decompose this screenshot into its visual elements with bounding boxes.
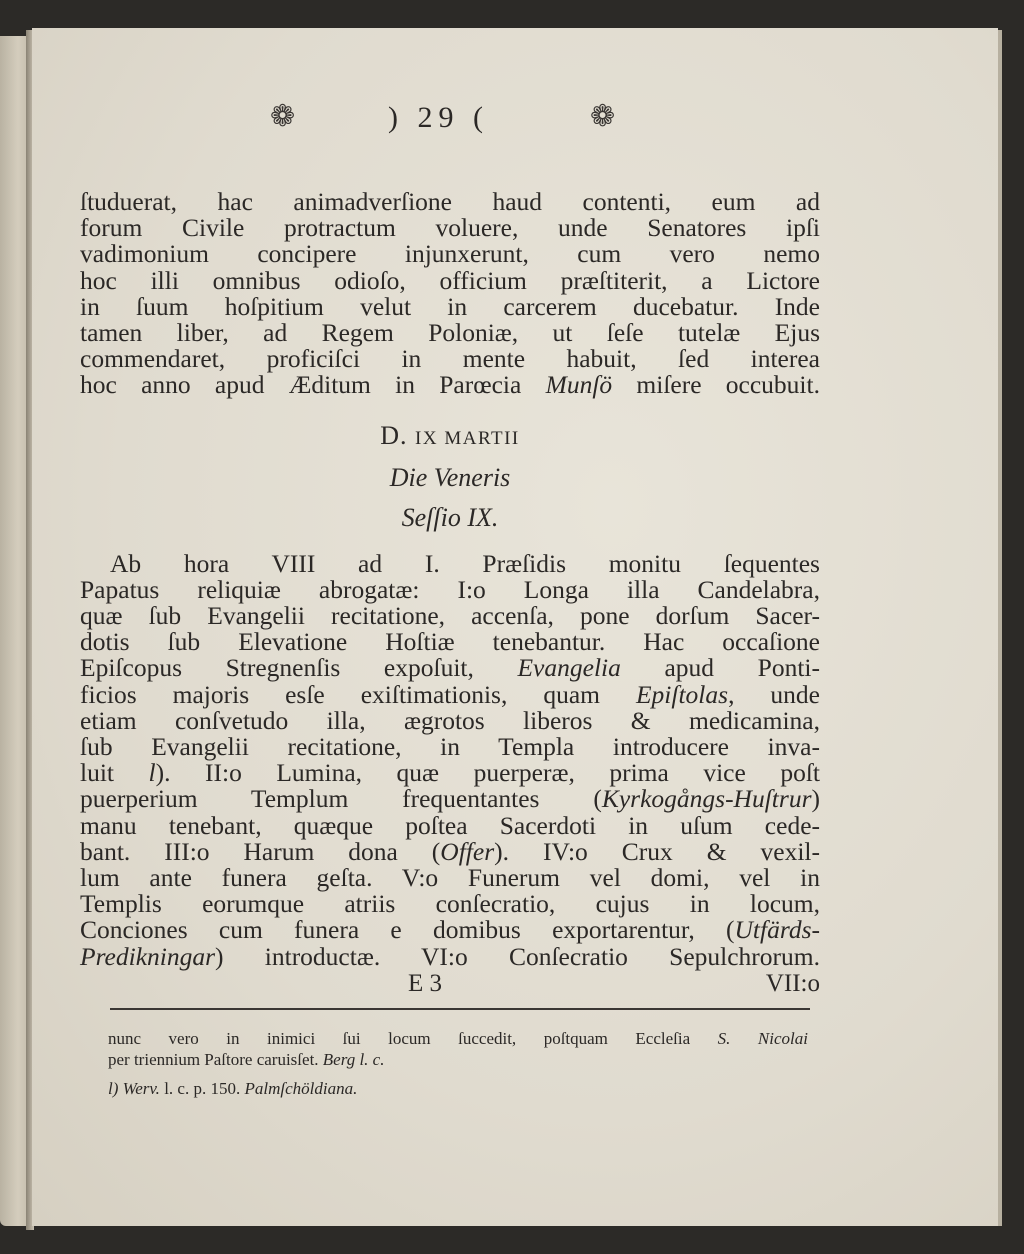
footnotes: [80, 1028, 808, 1099]
text-line: lum ante funera geſta. V:o Funerum vel domi, vel in: [80, 863, 820, 893]
text-line: hoc illi omnibus odioſo, officium præſtiterit, a Lictore: [80, 265, 820, 295]
text-line: Templis eorumque atriis conſecratio, cujus in locum,: [80, 889, 820, 919]
place-name: Munſö: [545, 370, 613, 400]
signature-mark: E 3: [408, 969, 443, 997]
text-line: ficios majoris esſe exiſtimationis, quam Epiſtolas, unde: [80, 679, 820, 709]
text-line: Epiſcopus Stregnenſis expoſuit, Evangelia apud Ponti-: [80, 653, 820, 683]
text-line: vadimonium concipere injunxerunt, cum vero nemo: [80, 239, 820, 269]
text-line: dotis ſub Elevatione Hoſtiæ tenebantur. Hac occaſione: [80, 627, 820, 657]
day-name: Die Veneris: [389, 462, 511, 492]
session-number: Seſſio IX.: [401, 502, 499, 532]
footnote-rule: [110, 1008, 810, 1010]
footnote-line: per triennium Paſtore caruisſet. Berg l. c.: [108, 1049, 385, 1069]
paragraph-2: [80, 548, 820, 971]
page-content: [80, 95, 820, 1099]
footnote-line: l) Werv. l. c. p. 150. Palmſchöldiana.: [108, 1078, 358, 1098]
paragraph-1: [80, 189, 820, 399]
text-line: tamen liber, ad Regem Poloniæ, ut ſeſe tutelæ Ejus: [80, 318, 820, 348]
text-line: forum Civile protractum voluere, unde Senatores ipſi: [80, 213, 820, 243]
text-line: bant. III:o Harum dona (Offer). IV:o Crux & vexil-: [80, 836, 820, 866]
footnote-ref: l: [148, 758, 156, 788]
flower-ornament-icon: ❁: [590, 100, 616, 133]
catchword: VII:o: [765, 969, 820, 997]
text-line: manu tenebant, quæque poſtea Sacerdoti in uſum cede-: [80, 810, 820, 840]
running-header: [60, 95, 820, 149]
page-number: ) 29 (: [388, 101, 489, 134]
flower-ornament-icon: ❁: [270, 100, 296, 133]
text-line: ſtuduerat, hac animadverſione haud contenti, eum ad: [80, 187, 820, 216]
catchline: [80, 970, 820, 998]
text-line: hoc anno apud Æditum in Parœcia Munſö miſere occubuit.: [80, 370, 820, 400]
text-line: puerperium Templum frequentantes (Kyrkogångs-Huſtrur): [80, 784, 820, 814]
text-line: ſub Evangelii recitatione, in Templa introducere inva-: [80, 732, 820, 762]
text-line: etiam conſvetudo illa, ægrotos liberos & medicamina,: [80, 705, 820, 735]
page-edge: [998, 30, 1002, 1226]
text-line: Conciones cum funera e domibus exportarentur, (Utfärds-: [80, 915, 820, 945]
text-line: luit l). II:o Lumina, quæ puerperæ, prima vice poſt: [80, 758, 820, 788]
text-line: quæ ſub Evangelii recitatione, accenſa, pone dorſum Sacer-: [80, 601, 820, 631]
text-line: Papatus reliquiæ abrogatæ: I:o Longa illa Candelabra,: [80, 574, 820, 604]
text-line: in ſuum hoſpitium velut in carcerem ducebatur. Inde: [80, 291, 820, 321]
text-line: Predikningar) introductæ. VI:o Conſecratio Sepulchrorum.: [80, 941, 820, 971]
footnote-line: nunc vero in inimici ſui locum ſuccedit, poſtquam Eccleſia S. Nicolai: [108, 1028, 808, 1048]
text-line: commendaret, proficiſci in mente habuit, ſed interea: [80, 344, 820, 374]
session-date: D. IX MARTII: [380, 420, 520, 450]
text-line: Ab hora VIII ad I. Præſidis monitu ſequentes: [110, 548, 820, 578]
